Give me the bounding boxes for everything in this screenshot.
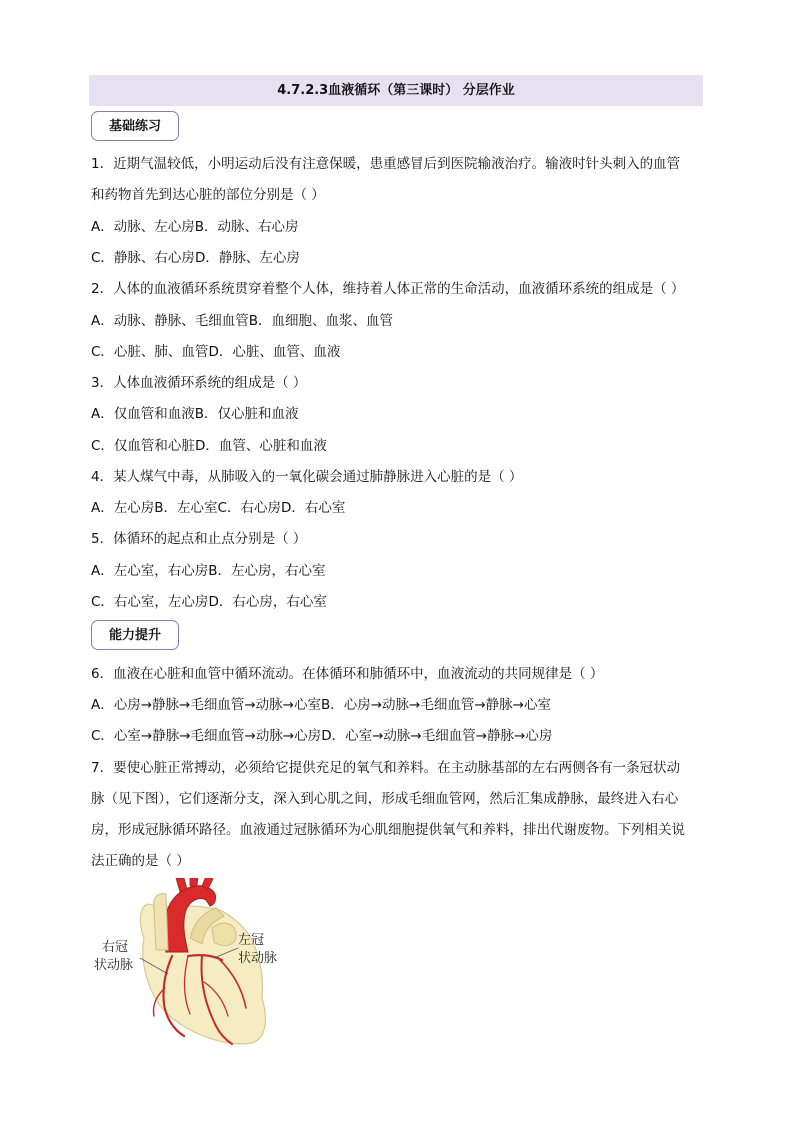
section-advanced-tag: 能力提升 <box>91 620 179 650</box>
q2-option-c[interactable]: C．心脏、肺、血管 <box>91 344 209 360</box>
q4-option-b[interactable]: B．左心室 <box>154 500 218 516</box>
q2-option-b[interactable]: B．血细胞、血浆、血管 <box>248 313 394 329</box>
q2-stem: 2．人体的血液循环系统贯穿着整个人体，维持着人体正常的生命活动，血液循环系统的组成是（ ） <box>91 281 685 297</box>
right-coronary-label-1: 右冠 <box>102 940 129 955</box>
q1-stem-line2: 和药物首先到达心脏的部位分别是（ ） <box>91 187 325 203</box>
q6-options-row2 <box>91 726 552 746</box>
q5-options-row1 <box>91 561 326 581</box>
coronary-artery-figure <box>92 878 292 1050</box>
aorta-branch-2 <box>190 878 198 886</box>
q2-option-d[interactable]: D．心脏、血管、血液 <box>208 344 341 360</box>
q7-stem-line2: 脉（见下图），它们逐渐分支，深入到心肌之间，形成毛细血管网，然后汇集成静脉，最终进入右心 <box>91 791 679 807</box>
q2-option-a[interactable]: A．动脉、静脉、毛细血管 <box>91 313 249 329</box>
page-title: 4.7.2.3血液循环（第三课时） 分层作业 <box>89 75 703 106</box>
q3-options-row2 <box>91 436 327 456</box>
q5-stem: 5．体循环的起点和止点分别是（ ） <box>91 531 307 547</box>
q7-stem-line3: 房，形成冠脉循环路径。血液通过冠脉循环为心肌细胞提供氧气和养料，排出代谢废物。下列相关说 <box>91 822 685 838</box>
q5-option-b[interactable]: B．左心房，右心室 <box>208 563 326 579</box>
q3-option-a[interactable]: A．仅血管和血液 <box>91 406 195 422</box>
section-basic-tag: 基础练习 <box>91 111 179 141</box>
q1-option-b[interactable]: B．动脉、右心房 <box>194 219 299 235</box>
left-coronary-label-1: 左冠 <box>238 933 265 948</box>
q7-stem-line4: 法正确的是（ ） <box>91 853 190 869</box>
q6-stem: 6．血液在心脏和血管中循环流动。在体循环和肺循环中，血液流动的共同规律是（ ） <box>91 666 604 682</box>
q3-option-b[interactable]: B．仅心脏和血液 <box>194 406 299 422</box>
q5-option-d[interactable]: D．右心房，右心室 <box>208 594 327 610</box>
vena-cava <box>154 894 168 950</box>
left-coronary-label-2: 状动脉 <box>238 951 278 966</box>
q4-option-a[interactable]: A．左心房 <box>91 500 155 516</box>
q4-option-c[interactable]: C．右心房 <box>217 500 281 516</box>
q1-option-a[interactable]: A．动脉、左心房 <box>91 219 195 235</box>
q6-option-d[interactable]: D．心室→动脉→毛细血管→静脉→心房 <box>321 728 553 744</box>
aorta-branch-1 <box>176 878 187 892</box>
q3-stem: 3．人体血液循环系统的组成是（ ） <box>91 375 307 391</box>
q5-option-c[interactable]: C．右心室，左心房 <box>91 594 209 610</box>
q5-options-row2 <box>91 592 327 612</box>
q1-option-c[interactable]: C．静脉、右心房 <box>91 250 195 266</box>
q5-option-a[interactable]: A．左心室，右心房 <box>91 563 209 579</box>
q6-option-c[interactable]: C．心室→静脉→毛细血管→动脉→心房 <box>91 728 322 744</box>
q4-stem: 4．某人煤气中毒，从肺吸入的一氧化碳会通过肺静脉进入心脏的是（ ） <box>91 469 523 485</box>
q1-options-row2 <box>91 248 300 268</box>
q3-option-c[interactable]: C．仅血管和心脏 <box>91 438 195 454</box>
q2-options-row1 <box>91 311 393 331</box>
q3-option-d[interactable]: D．血管、心脏和血液 <box>194 438 327 454</box>
q4-options-row <box>91 498 345 518</box>
q2-options-row2 <box>91 342 340 362</box>
q6-option-a[interactable]: A．心房→静脉→毛细血管→动脉→心室 <box>91 697 321 713</box>
right-coronary-label-2: 状动脉 <box>94 958 134 973</box>
q6-options-row1 <box>91 695 551 715</box>
q7-stem-line1: 7．要使心脏正常搏动，必须给它提供充足的氧气和养料。在主动脉基部的左右两侧各有一条冠状动 <box>91 760 681 776</box>
q4-option-d[interactable]: D．右心室 <box>280 500 346 516</box>
q6-option-b[interactable]: B．心房→动脉→毛细血管→静脉→心室 <box>320 697 551 713</box>
q1-options-row1 <box>91 217 299 237</box>
left-auricle <box>212 923 236 945</box>
q1-option-d[interactable]: D．静脉、左心房 <box>194 250 300 266</box>
q3-options-row1 <box>91 404 299 424</box>
q1-stem-line1: 1．近期气温较低，小明运动后没有注意保暖，患重感冒后到医院输液治疗。输液时针头刺入的血管 <box>91 156 681 172</box>
